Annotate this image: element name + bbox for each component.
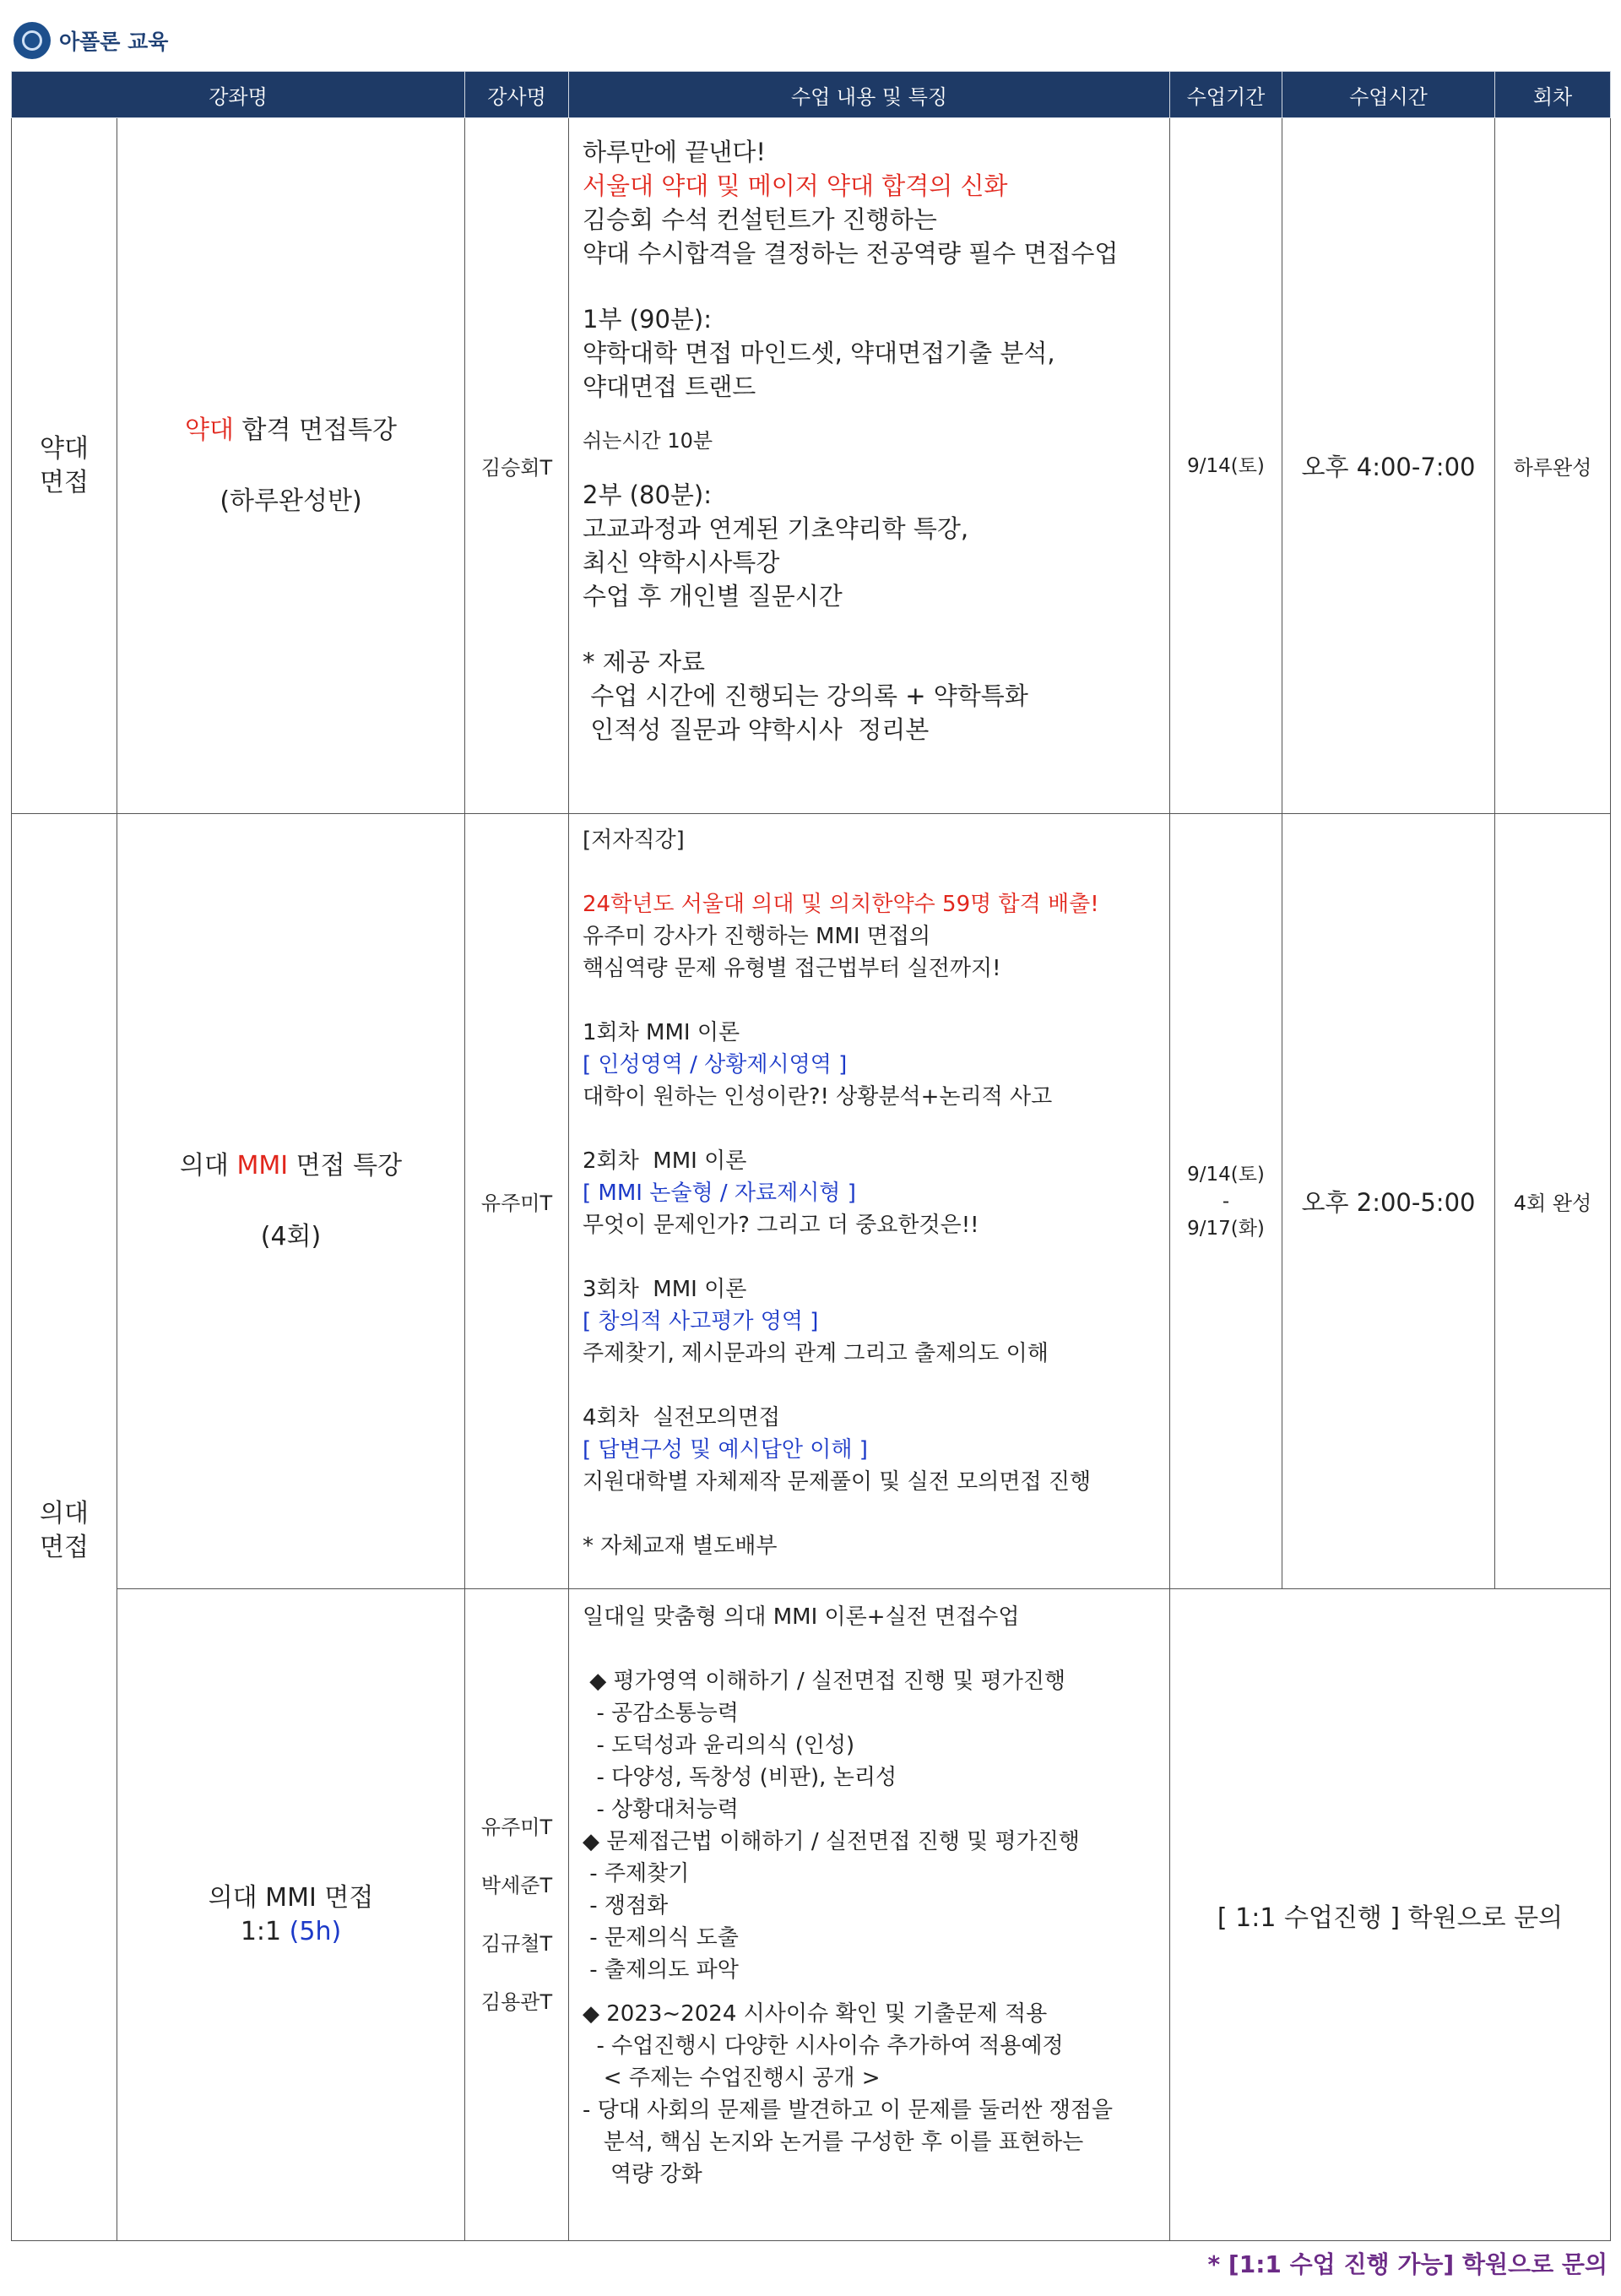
content-line: < 주제는 수업진행시 공개 > — [583, 2065, 881, 2091]
content-line: - 공감소통능력 — [583, 1701, 739, 1726]
time-cell: 오후 2:00-5:00 — [1282, 814, 1495, 1589]
content-line: 고교과정과 연계된 기초약리학 특강, — [583, 514, 969, 543]
category-label: 면접 — [40, 1533, 89, 1562]
course-highlight: 약대 — [185, 415, 234, 445]
content-line: * 자체교재 별도배부 — [583, 1533, 778, 1559]
content-line: [ 답변구성 및 예시답안 이해 ] — [583, 1437, 868, 1463]
table-row — [12, 814, 1611, 1589]
content-line: 1부 (90분): — [583, 305, 712, 334]
content-line: - 도덕성과 윤리의식 (인성) — [583, 1733, 855, 1758]
period-end: 9/17(화) — [1187, 1217, 1265, 1240]
course-name-cell — [117, 814, 465, 1589]
content-line: 약대면접 트랜드 — [583, 372, 756, 401]
content-line: 최신 약학시사특강 — [583, 548, 780, 577]
content-line: 약대 수시합격을 결정하는 전공역량 필수 면접수업 — [583, 239, 1119, 268]
content-line: 수업 후 개인별 질문시간 — [583, 582, 843, 611]
header-content: 수업 내용 및 특징 — [569, 72, 1170, 118]
content-cell — [569, 118, 1170, 814]
content-line: 분석, 핵심 논지와 논거를 구성한 후 이를 표현하는 — [583, 2130, 1084, 2155]
category-label: 의대 — [40, 1499, 89, 1528]
course-highlight: MMI — [236, 1150, 289, 1181]
course-name: 합격 면접특강 — [234, 415, 397, 445]
course-name-cell — [117, 1589, 465, 2241]
teacher-name: 유주미T — [480, 1815, 553, 1839]
course-name-cell — [117, 118, 465, 814]
content-line: 2부 (80분): — [583, 480, 712, 509]
content-line: 2회차 MMI 이론 — [583, 1148, 747, 1174]
period-separator: - — [1222, 1190, 1230, 1213]
content-line: [ MMI 논술형 / 자료제시형 ] — [583, 1181, 856, 1206]
content-line: [ 창의적 사고평가 영역 ] — [583, 1309, 819, 1334]
content-line: - 수업진행시 다양한 시사이슈 추가하여 적용예정 — [583, 2033, 1064, 2059]
header-period: 수업기간 — [1170, 72, 1282, 118]
course-name: 1:1 — [240, 1916, 290, 1946]
content-line: - 쟁점화 — [583, 1893, 669, 1919]
content-line: ◆ 문제접근법 이해하기 / 실전면접 진행 및 평가진행 — [583, 1829, 1080, 1854]
content-cell — [569, 1589, 1170, 2241]
footer-note: * [1:1 수업 진행 가능] 학원으로 문의 — [1207, 2250, 1607, 2278]
course-subtitle: (하루완성반) — [220, 486, 362, 516]
content-line: 서울대 약대 및 메이저 약대 합격의 신화 — [583, 171, 1008, 200]
period-cell — [1170, 814, 1282, 1589]
teacher-cell: 김승회T — [465, 118, 569, 814]
content-line: 3회차 MMI 이론 — [583, 1277, 747, 1302]
content-line: [ 인성영역 / 상황제시영역 ] — [583, 1052, 848, 1077]
teacher-name: 김용관T — [480, 1989, 553, 2014]
course-name: 면접 특강 — [288, 1150, 403, 1181]
teacher-name: 김규철T — [480, 1931, 553, 1956]
content-line: [저자직강] — [583, 828, 685, 853]
category-label: 약대 — [40, 433, 89, 464]
content-line: - 문제의식 도출 — [583, 1925, 739, 1951]
header-teacher: 강사명 — [465, 72, 569, 118]
period-cell: 9/14(토) — [1170, 118, 1282, 814]
category-cell — [12, 814, 117, 2241]
inquiry-cell: [ 1:1 수업진행 ] 학원으로 문의 — [1170, 1589, 1611, 2241]
sessions-cell: 하루완성 — [1495, 118, 1611, 814]
content-line: 인적성 질문과 약학시사 정리본 — [583, 715, 930, 744]
content-line: - 주제찾기 — [583, 1861, 690, 1886]
content-line: 하루만에 끝낸다! — [583, 138, 766, 166]
content-line: 유주미 강사가 진행하는 MMI 면접의 — [583, 924, 931, 949]
content-line: 쉬는시간 10분 — [583, 429, 713, 453]
period-start: 9/14(토) — [1187, 1163, 1265, 1186]
content-line: 수업 시간에 진행되는 강의록 + 약학특화 — [583, 681, 1028, 710]
logo — [14, 22, 168, 59]
teacher-cell: 유주미T — [465, 814, 569, 1589]
content-line: - 출제의도 파악 — [583, 1957, 739, 1983]
content-line: 김승회 수석 컨설턴트가 진행하는 — [583, 205, 937, 234]
course-highlight: (5h) — [289, 1916, 342, 1946]
course-name: 의대 — [179, 1150, 237, 1181]
content-line: 무엇이 문제인가? 그리고 더 중요한것은!! — [583, 1213, 979, 1238]
content-line: 4회차 실전모의면접 — [583, 1405, 780, 1430]
header-sessions: 회차 — [1495, 72, 1611, 118]
course-table — [11, 71, 1611, 2241]
table-row — [12, 118, 1611, 814]
content-line: 일대일 맞춤형 의대 MMI 이론+실전 면접수업 — [583, 1604, 1020, 1630]
category-label: 면접 — [40, 467, 89, 497]
logo-text: 아폴론 교육 — [59, 30, 169, 54]
course-name: 의대 MMI 면접 — [208, 1882, 374, 1913]
category-cell — [12, 118, 117, 814]
content-line: 역량 강화 — [583, 2162, 702, 2187]
content-line: - 다양성, 독창성 (비판), 논리성 — [583, 1765, 897, 1790]
teacher-name: 박세준T — [480, 1873, 553, 1897]
content-line: 24학년도 서울대 의대 및 의치한약수 59명 합격 배출! — [583, 892, 1099, 917]
sessions-cell: 4회 완성 — [1495, 814, 1611, 1589]
content-line: 주제찾기, 제시문과의 관계 그리고 출제의도 이해 — [583, 1341, 1049, 1366]
content-line: ◆ 2023~2024 시사이슈 확인 및 기출문제 적용 — [583, 2001, 1048, 2027]
logo-emblem-icon — [14, 22, 51, 59]
content-cell — [569, 814, 1170, 1589]
content-line: 지원대학별 자체제작 문제풀이 및 실전 모의면접 진행 — [583, 1469, 1092, 1495]
content-line: - 상황대처능력 — [583, 1797, 739, 1822]
header-course: 강좌명 — [12, 72, 465, 118]
course-subtitle: (4회) — [260, 1221, 322, 1251]
content-line: 핵심역량 문제 유형별 접근법부터 실전까지! — [583, 956, 1001, 981]
content-line: - 당대 사회의 문제를 발견하고 이 문제를 둘러싼 쟁점을 — [583, 2098, 1114, 2123]
teacher-cell — [465, 1589, 569, 2241]
content-line: 대학이 원하는 인성이란?! 상황분석+논리적 사고 — [583, 1084, 1053, 1110]
content-line: * 제공 자료 — [583, 648, 705, 676]
content-line: ◆ 평가영역 이해하기 / 실전면접 진행 및 평가진행 — [583, 1669, 1066, 1694]
table-header-row — [12, 72, 1611, 118]
table-row — [12, 1589, 1611, 2241]
header-time: 수업시간 — [1282, 72, 1495, 118]
content-line: 1회차 MMI 이론 — [583, 1020, 740, 1045]
content-line: 약학대학 면접 마인드셋, 약대면접기출 분석, — [583, 339, 1055, 367]
time-cell: 오후 4:00-7:00 — [1282, 118, 1495, 814]
